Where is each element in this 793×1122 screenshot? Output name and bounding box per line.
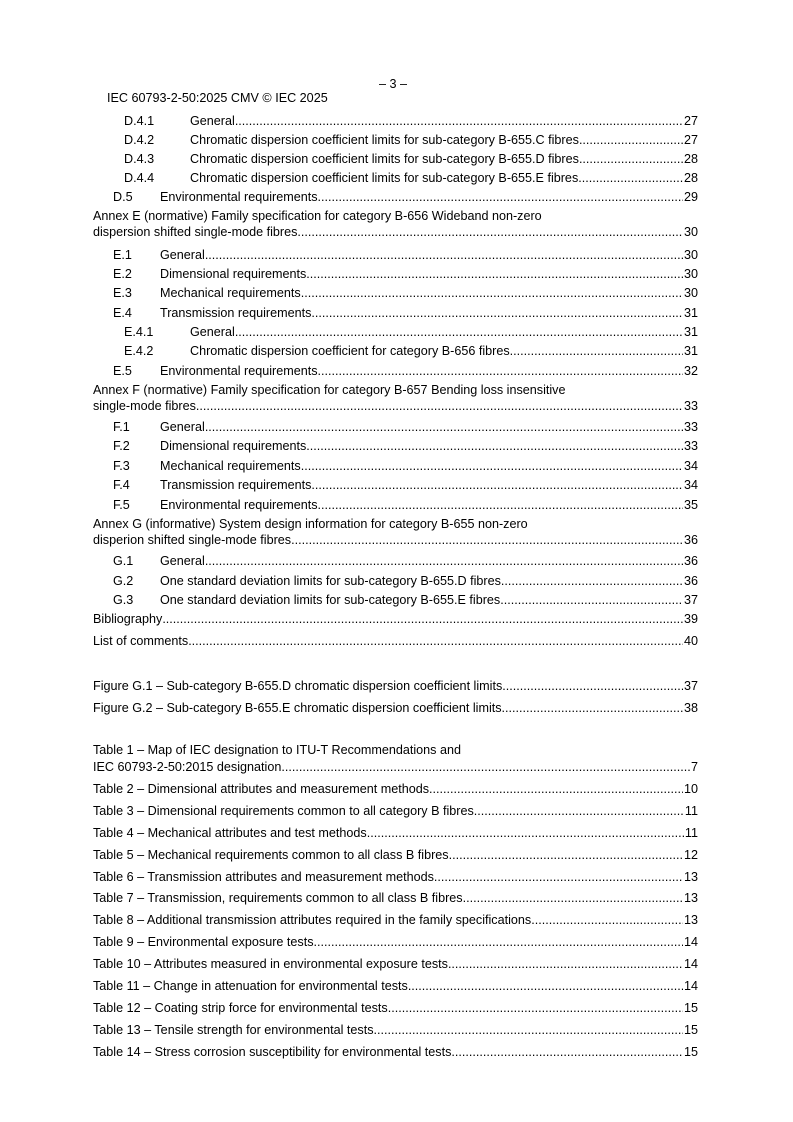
toc-entry[interactable]: [93, 325, 698, 340]
toc-entry[interactable]: [93, 593, 698, 608]
toc-entry[interactable]: [93, 679, 698, 694]
toc-entry-leader: [160, 459, 698, 474]
dot-leader: [510, 344, 683, 359]
table-entry-heading: Table 1 – Map of IEC designation to ITU-T Recommendations and: [93, 743, 461, 757]
toc-entry-title: Mechanical requirements: [160, 286, 301, 300]
toc-entry-leader: [160, 498, 698, 513]
toc-entry-title: General: [160, 554, 205, 568]
toc-entry-page: 30: [683, 225, 698, 239]
toc-entry[interactable]: [93, 133, 698, 148]
toc-entry-leader: [93, 848, 698, 863]
toc-entry[interactable]: [93, 248, 698, 263]
toc-entry[interactable]: [93, 804, 698, 819]
toc-entry-page: 30: [683, 267, 698, 281]
toc-entry-title: Figure G.2 – Sub-category B-655.E chromatic dispersion coefficient limits: [93, 701, 502, 715]
toc-entry-leader: [93, 533, 698, 548]
toc-entry-number: F.5: [113, 498, 130, 512]
toc-entry-number: F.1: [113, 420, 130, 434]
toc-entry-number: G.1: [113, 554, 134, 568]
toc-entry[interactable]: [93, 826, 698, 841]
toc-entry-page: 36: [683, 574, 698, 588]
toc-entry[interactable]: [93, 267, 698, 282]
toc-entry-number: E.4.1: [124, 325, 154, 339]
toc-entry-page: 27: [683, 133, 698, 147]
toc-entry[interactable]: [93, 1045, 698, 1060]
toc-entry-title: Transmission requirements: [160, 306, 312, 320]
dot-leader: [314, 935, 683, 950]
dot-leader: [531, 913, 683, 928]
toc-entry-page: 15: [683, 1023, 698, 1037]
dot-leader: [408, 979, 683, 994]
toc-entry-title: IEC 60793-2-50:2015 designation: [93, 760, 282, 774]
toc-entry-leader: [93, 870, 698, 885]
toc-entry-number: E.2: [113, 267, 132, 281]
toc-entry-title: Environmental requirements: [160, 498, 318, 512]
dot-leader: [188, 634, 683, 649]
toc-entry-title: One standard deviation limits for sub-category B-655.D fibres: [160, 574, 501, 588]
dot-leader: [578, 171, 683, 186]
toc-entry[interactable]: [93, 935, 698, 950]
toc-entry[interactable]: [93, 848, 698, 863]
toc-entry[interactable]: [93, 171, 698, 186]
toc-entry-page: 27: [683, 114, 698, 128]
toc-entry-leader: [93, 399, 698, 414]
toc-entry-leader: [190, 114, 698, 129]
toc-entry-number: F.4: [113, 478, 130, 492]
toc-entry-page: 14: [683, 935, 698, 949]
toc-entry-leader: [93, 1023, 698, 1038]
toc-entry-leader: [160, 574, 698, 589]
toc-entry-leader: [160, 306, 698, 321]
toc-entry-title: General: [190, 325, 235, 339]
toc-entry-page: 33: [683, 399, 698, 413]
dot-leader: [502, 701, 683, 716]
toc-entry-page: 15: [683, 1001, 698, 1015]
toc-entry-leader: [160, 439, 698, 454]
toc-entry-title: Mechanical requirements: [160, 459, 301, 473]
dot-leader: [301, 286, 683, 301]
toc-entry-number: E.4.2: [124, 344, 154, 358]
toc-entry[interactable]: [93, 498, 698, 513]
toc-entry[interactable]: [93, 891, 698, 906]
dot-leader: [579, 133, 683, 148]
toc-entry-page: 31: [683, 306, 698, 320]
toc-entry-number: E.3: [113, 286, 132, 300]
dot-leader: [367, 826, 684, 841]
toc-entry-title: Chromatic dispersion coefficient for category B-656 fibres: [190, 344, 510, 358]
toc-entry-page: 35: [683, 498, 698, 512]
toc-entry-page: 33: [683, 439, 698, 453]
toc-entry-title: Table 2 – Dimensional attributes and measurement methods: [93, 782, 430, 796]
toc-entry[interactable]: [93, 634, 698, 649]
toc-entry[interactable]: [93, 286, 698, 301]
toc-entry[interactable]: [93, 760, 698, 775]
dot-leader: [429, 782, 683, 797]
toc-entry-leader: [93, 1001, 698, 1016]
toc-entry-number: D.4.4: [124, 171, 155, 185]
toc-entry-title: Table 9 – Environmental exposure tests: [93, 935, 314, 949]
toc-entry-title: Dimensional requirements: [160, 439, 307, 453]
toc-entry-leader: [93, 760, 698, 775]
toc-entry-leader: [160, 267, 698, 282]
toc-entry-leader: [190, 133, 698, 148]
toc-entry-title: Table 14 – Stress corrosion susceptibility for environmental tests: [93, 1045, 452, 1059]
toc-entry-leader: [93, 679, 698, 694]
dot-leader: [281, 760, 690, 775]
toc-entry-page: 31: [683, 344, 698, 358]
toc-entry-leader: [93, 634, 698, 649]
toc-entry-title: Figure G.1 – Sub-category B-655.D chromatic dispersion coefficient limits: [93, 679, 503, 693]
toc-entry-title: Environmental requirements: [160, 364, 318, 378]
toc-entry[interactable]: [93, 439, 698, 454]
dot-leader: [448, 957, 683, 972]
toc-entry-page: 10: [683, 782, 698, 796]
toc-entry-page: 37: [683, 593, 698, 607]
toc-entry-page: 39: [683, 612, 698, 626]
toc-entry-number: E.1: [113, 248, 132, 262]
toc-entry-page: 31: [683, 325, 698, 339]
toc-entry-page: 40: [683, 634, 698, 648]
toc-entry-page: 30: [683, 286, 698, 300]
toc-entry[interactable]: [93, 1001, 698, 1016]
toc-entry-number: G.2: [113, 574, 134, 588]
dot-leader: [306, 439, 683, 454]
dot-leader: [374, 1023, 683, 1038]
toc-entry[interactable]: [93, 1023, 698, 1038]
dot-leader: [196, 399, 683, 414]
toc-entry[interactable]: [93, 344, 698, 359]
toc-entry-number: F.3: [113, 459, 130, 473]
dot-leader: [311, 306, 683, 321]
toc-entry-title: General: [160, 248, 205, 262]
toc-entry-leader: [93, 612, 698, 627]
toc-entry-page: 34: [683, 478, 698, 492]
toc-entry[interactable]: [93, 190, 698, 205]
toc-entry-page: 11: [684, 826, 698, 840]
toc-entry-title: Environmental requirements: [160, 190, 318, 204]
toc-entry-title: Table 4 – Mechanical attributes and test methods: [93, 826, 367, 840]
toc-entry[interactable]: [93, 364, 698, 379]
toc-entry[interactable]: [93, 782, 698, 797]
dot-leader: [501, 574, 683, 589]
toc-entry-leader: [160, 248, 698, 263]
toc-entry-page: 13: [683, 913, 698, 927]
toc-entry-title: General: [160, 420, 205, 434]
toc-entry-leader: [93, 979, 698, 994]
toc-entry-title: Table 10 – Attributes measured in environmental exposure tests: [93, 957, 448, 971]
toc-entry-page: 28: [683, 152, 698, 166]
toc-entry-title: Bibliography: [93, 612, 163, 626]
toc-entry[interactable]: [93, 957, 698, 972]
toc-entry-title: Table 11 – Change in attenuation for environmental tests: [93, 979, 408, 993]
dot-leader: [449, 848, 683, 863]
dot-leader: [388, 1001, 683, 1016]
toc-entry-number: D.4.2: [124, 133, 155, 147]
toc-entry-page: 34: [683, 459, 698, 473]
dot-leader: [318, 498, 683, 513]
toc-entry-leader: [190, 171, 698, 186]
toc-entry-leader: [160, 364, 698, 379]
toc-entry-leader: [93, 782, 698, 797]
dot-leader: [451, 1045, 683, 1060]
toc-entry[interactable]: [93, 478, 698, 493]
toc-entry-page: 13: [683, 870, 698, 884]
dot-leader: [235, 325, 683, 340]
dot-leader: [205, 420, 683, 435]
dot-leader: [463, 891, 683, 906]
toc-entry-page: 13: [683, 891, 698, 905]
toc-entry-number: D.5: [113, 190, 133, 204]
toc-entry-title: Chromatic dispersion coefficient limits for sub-category B-655.C fibres: [190, 133, 579, 147]
dot-leader: [306, 267, 683, 282]
toc-entry-leader: [93, 826, 698, 841]
toc-entry-page: 33: [683, 420, 698, 434]
toc-entry-title: Table 12 – Coating strip force for environmental tests: [93, 1001, 388, 1015]
toc-entry[interactable]: [93, 114, 698, 129]
toc-entry-title: disperion shifted single-mode fibres: [93, 533, 292, 547]
toc-entry-title: Dimensional requirements: [160, 267, 307, 281]
toc-entry-number: D.4.3: [124, 152, 155, 166]
toc-entry-leader: [93, 804, 698, 819]
toc-entry-page: 11: [684, 804, 698, 818]
toc-entry-title: Table 8 – Additional transmission attributes required in the family specifications: [93, 913, 532, 927]
toc-entry-title: Table 5 – Mechanical requirements common to all class B fibres: [93, 848, 449, 862]
toc-entry[interactable]: [93, 574, 698, 589]
toc-entry-page: 14: [683, 979, 698, 993]
toc-entry-title: List of comments: [93, 634, 189, 648]
toc-entry-page: 29: [683, 190, 698, 204]
toc-entry-number: E.5: [113, 364, 132, 378]
toc-entry[interactable]: [93, 459, 698, 474]
toc-entry-title: Table 6 – Transmission attributes and measurement methods: [93, 870, 434, 884]
annex-heading: Annex G (informative) System design information for category B-655 non-zero: [93, 517, 528, 531]
toc-entry-page: 37: [683, 679, 698, 693]
dot-leader: [301, 459, 683, 474]
dot-leader: [235, 114, 683, 129]
dot-leader: [297, 225, 683, 240]
toc-entry-page: 36: [683, 554, 698, 568]
dot-leader: [311, 478, 683, 493]
toc-entry[interactable]: [93, 399, 698, 414]
toc-entry-leader: [190, 152, 698, 167]
toc-entry[interactable]: [93, 701, 698, 716]
toc-entry[interactable]: [93, 225, 698, 240]
toc-entry-number: D.4.1: [124, 114, 155, 128]
toc-entry-leader: [93, 701, 698, 716]
dot-leader: [318, 364, 683, 379]
toc-entry-title: single-mode fibres: [93, 399, 196, 413]
toc-entry[interactable]: [93, 554, 698, 569]
toc-entry-leader: [190, 325, 698, 340]
toc-entry-number: F.2: [113, 439, 130, 453]
dot-leader: [205, 248, 683, 263]
dot-leader: [502, 679, 683, 694]
toc-entry-leader: [93, 225, 698, 240]
toc-entry-page: 28: [683, 171, 698, 185]
toc-entry-title: Table 7 – Transmission, requirements common to all class B fibres: [93, 891, 463, 905]
toc-entry[interactable]: [93, 979, 698, 994]
toc-entry[interactable]: [93, 306, 698, 321]
toc-entry[interactable]: [93, 152, 698, 167]
toc-entry[interactable]: [93, 612, 698, 627]
dot-leader: [162, 612, 683, 627]
toc-entry[interactable]: [93, 420, 698, 435]
toc-entry-title: Chromatic dispersion coefficient limits for sub-category B-655.E fibres: [190, 171, 579, 185]
annex-heading: Annex E (normative) Family specification for category B-656 Wideband non-zero: [93, 209, 542, 223]
toc-entry-page: 12: [683, 848, 698, 862]
dot-leader: [291, 533, 683, 548]
toc-entry-page: 32: [683, 364, 698, 378]
dot-leader: [434, 870, 683, 885]
toc-entry[interactable]: [93, 533, 698, 548]
toc-entry-page: 30: [683, 248, 698, 262]
header-page-number: – 3 –: [379, 77, 408, 91]
toc-entry-page: 38: [683, 701, 698, 715]
toc-entry-leader: [93, 957, 698, 972]
toc-entry-leader: [160, 190, 698, 205]
dot-leader: [318, 190, 683, 205]
annex-heading: Annex F (normative) Family specification for category B-657 Bending loss insensitive: [93, 383, 566, 397]
toc-entry-title: General: [190, 114, 235, 128]
dot-leader: [500, 593, 683, 608]
toc-entry-leader: [93, 1045, 698, 1060]
toc-entry-number: E.4: [113, 306, 132, 320]
toc-entry-leader: [190, 344, 698, 359]
toc-entry-title: Chromatic dispersion coefficient limits for sub-category B-655.D fibres: [190, 152, 579, 166]
toc-entry-title: Transmission requirements: [160, 478, 312, 492]
toc-entry[interactable]: [93, 870, 698, 885]
dot-leader: [474, 804, 684, 819]
toc-entry-page: 36: [683, 533, 698, 547]
toc-entry-leader: [93, 913, 698, 928]
dot-leader: [579, 152, 683, 167]
toc-entry-leader: [160, 420, 698, 435]
toc-entry-leader: [93, 891, 698, 906]
toc-entry-leader: [93, 935, 698, 950]
toc-entry-leader: [160, 478, 698, 493]
toc-entry-page: 7: [690, 760, 698, 774]
toc-entry[interactable]: [93, 913, 698, 928]
header-doc-id: IEC 60793-2-50:2025 CMV © IEC 2025: [107, 91, 328, 105]
toc-entry-page: 14: [683, 957, 698, 971]
toc-entry-title: Table 13 – Tensile strength for environmental tests: [93, 1023, 374, 1037]
toc-entry-title: One standard deviation limits for sub-category B-655.E fibres: [160, 593, 501, 607]
dot-leader: [205, 554, 683, 569]
toc-entry-page: 15: [683, 1045, 698, 1059]
toc-entry-title: dispersion shifted single-mode fibres: [93, 225, 298, 239]
toc-entry-number: G.3: [113, 593, 134, 607]
toc-entry-title: Table 3 – Dimensional requirements common to all category B fibres: [93, 804, 474, 818]
toc-entry-leader: [160, 286, 698, 301]
toc-entry-leader: [160, 593, 698, 608]
toc-entry-leader: [160, 554, 698, 569]
